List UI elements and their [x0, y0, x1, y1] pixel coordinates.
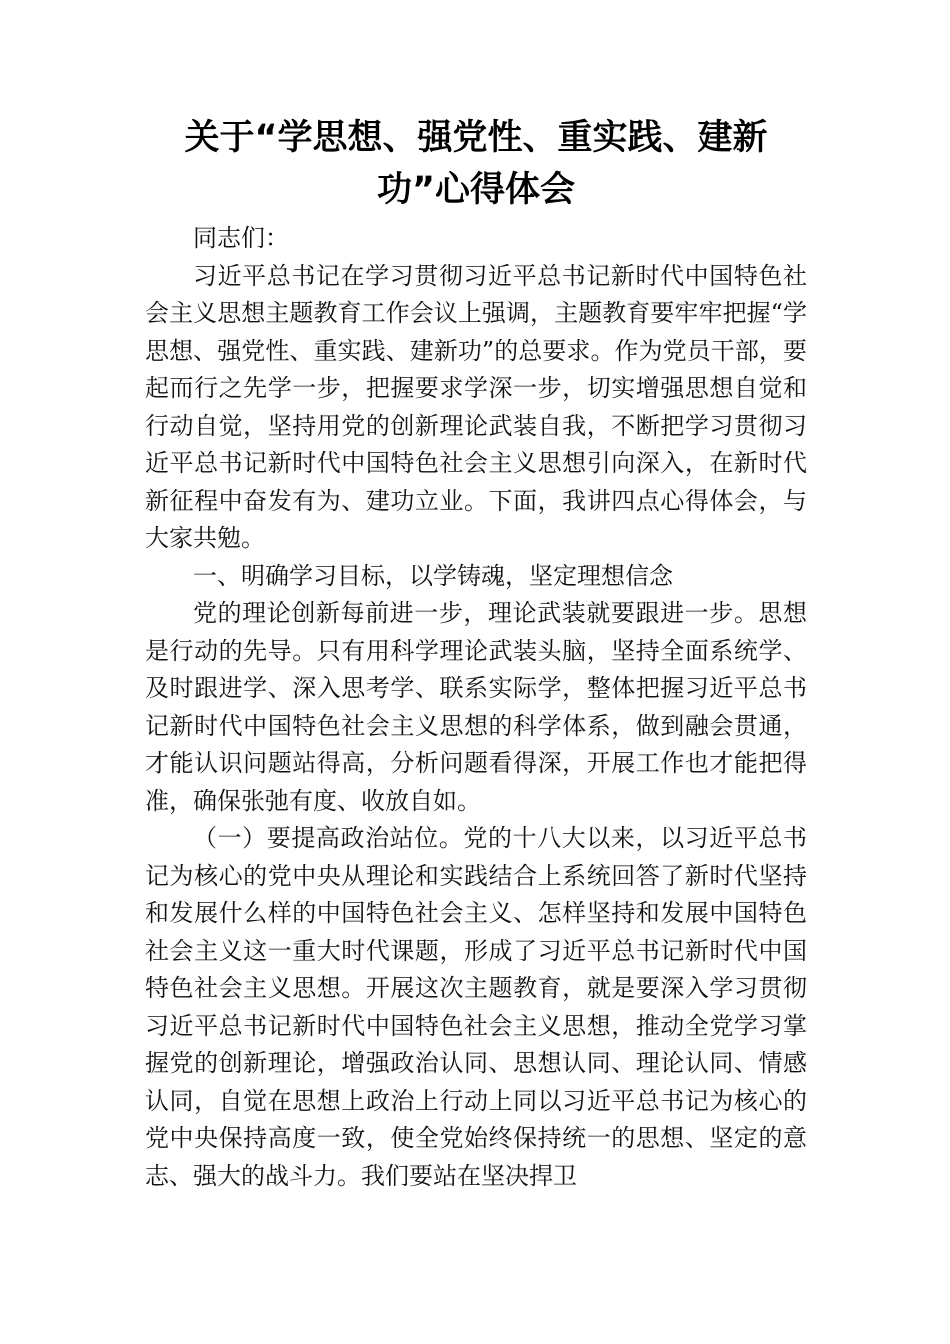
section-heading-1: 一、明确学习目标，以学铸魂，坚定理想信念: [193, 561, 673, 590]
paragraph-intro: 习近平总书记在学习贯彻习近平总书记新时代中国特色社会主义思想主题教育工作会议上强调，主题教育要牢牢把握“学思想、强党性、重实践、建新功”的总要求。作为党员干部，要起而行之先学一步，把握要求学深一步，切实增强思想自觉和行动自觉，坚持用党的创新理论武装自我，不断把学习贯彻习近平总书记新时代中国特色社会主义思想引向深入，在新时代新征程中奋发有为、建功立业。下面，我讲四点心得体会，与大家共勉。: [145, 261, 807, 552]
salutation: 同志们：: [193, 224, 289, 252]
document-title: 关于“学思想、强党性、重实践、建新功”心得体会: [184, 118, 768, 210]
paragraph-section-1: 党的理论创新每前进一步，理论武装就要跟进一步。思想是行动的先导。只有用科学理论武装头脑，坚持全面系统学、及时跟进学、深入思考学、联系实际学，整体把握习近平总书记新时代中国特色社会主义思想的科学体系，做到融会贯通，才能认识问题站得高，分析问题看得深，开展工作也才能把得准，确保张弛有度、收放自如。: [145, 599, 807, 815]
paragraph-subsection-1: （一）要提高政治站位。党的十八大以来，以习近平总书记为核心的党中央从理论和实践结合上系统回答了新时代坚持和发展什么样的中国特色社会主义、怎样坚持和发展中国特色社会主义这一重大时代课题，形成了习近平总书记新时代中国特色社会主义思想。开展这次主题教育，就是要深入学习贯彻习近平总书记新时代中国特色社会主义思想，推动全党学习掌握党的创新理论，增强政治认同、思想认同、理论认同、情感认同，自觉在思想上政治上行动上同以习近平总书记为核心的党中央保持高度一致，使全党始终保持统一的思想、坚定的意志、强大的战斗力。我们要站在坚决捍卫: [145, 824, 807, 1190]
document-body: [145, 112, 807, 1195]
